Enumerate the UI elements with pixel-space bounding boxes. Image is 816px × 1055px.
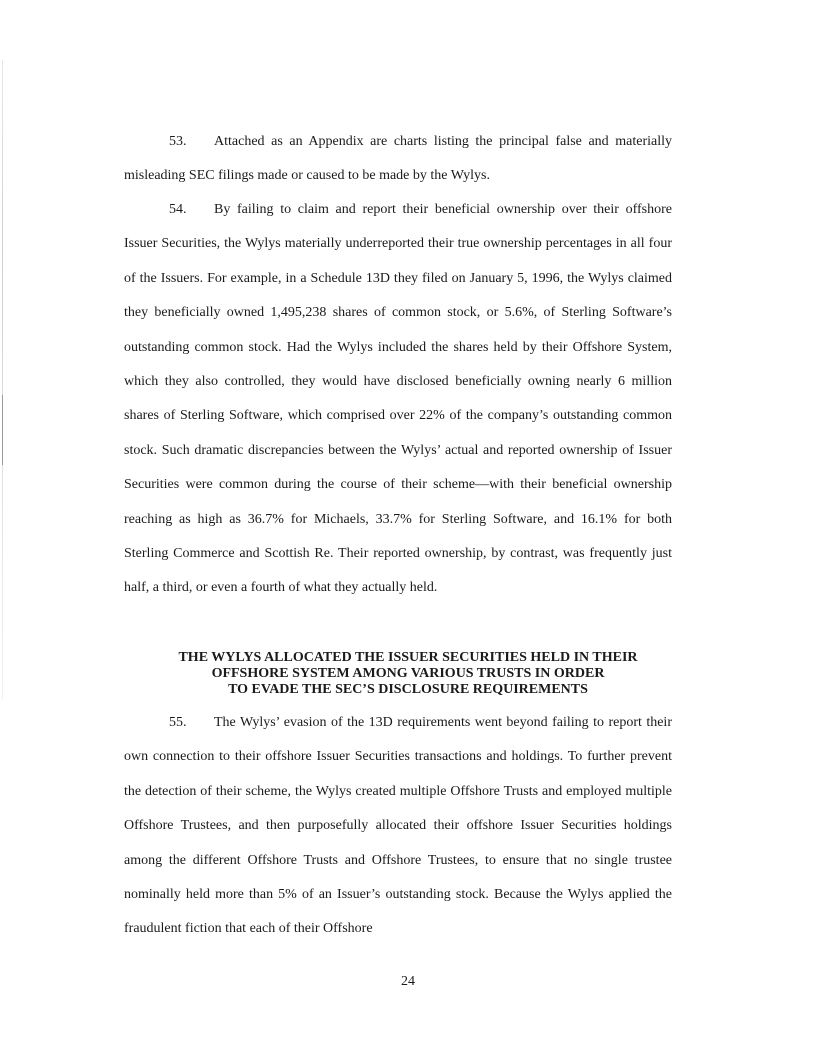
heading-line-1: THE WYLYS ALLOCATED THE ISSUER SECURITIES HELD IN THEIR — [178, 650, 638, 665]
section-heading — [110, 650, 706, 698]
paragraph-53 — [124, 125, 672, 194]
paragraph-text: By failing to claim and report their beneficial ownership over their offshore Issuer Securities, the Wylys materially underreported their true ownership percentages in all four of the Issuers. For example, in a Schedule 13D they filed on January 5, 1996, the Wylys claimed they beneficially owned 1,495,238 shares of common stock, or 5.6%, of Sterling Software’s outstanding common stock. Had the Wylys included the shares held by their Offshore System, which they also controlled, they would have disclosed beneficially owning nearly 6 million shares of Sterling Software, which comprised over 22% of the company’s outstanding common stock. Such dramatic discrepancies between the Wylys’ actual and reported ownership of Issuer Securities were common during the course of their scheme—with their beneficial ownership reaching as high as 36.7% for Michaels, 33.7% for Sterling Software, and 16.1% for both Sterling Commerce and Scottish Re. Their reported ownership, by contrast, was frequently just half, a third, or even a fourth of what they actually held. — [124, 202, 672, 596]
paragraph-55 — [124, 706, 672, 947]
page-number: 24 — [401, 974, 415, 989]
paragraph-number: 53. — [169, 134, 187, 149]
scan-edge-line — [2, 60, 3, 700]
paragraph-54 — [124, 193, 672, 606]
heading-line-2: OFFSHORE SYSTEM AMONG VARIOUS TRUSTS IN ORDER — [211, 666, 605, 681]
paragraph-number: 55. — [169, 715, 187, 730]
paragraph-text: The Wylys’ evasion of the 13D requirements went beyond failing to report their own connection to their offshore Issuer Securities transactions and holdings. To further prevent the detection of their scheme, the Wylys created multiple Offshore Trusts and employed multiple Offshore Trustees, and then purposefully allocated their offshore Issuer Securities holdings among the different Offshore Trusts and Offshore Trustees, to ensure that no single trustee nominally held more than 5% of an Issuer’s outstanding stock. Because the Wylys applied the fraudulent fiction that each of their Offshore — [124, 715, 672, 937]
paragraph-number: 54. — [169, 202, 187, 217]
paragraph-text: Attached as an Appendix are charts listing the principal false and materially misleading SEC filings made or caused to be made by the Wylys. — [124, 134, 672, 184]
scan-edge-mark — [2, 395, 3, 465]
heading-line-3: TO EVADE THE SEC’S DISCLOSURE REQUIREMENTS — [228, 682, 588, 697]
